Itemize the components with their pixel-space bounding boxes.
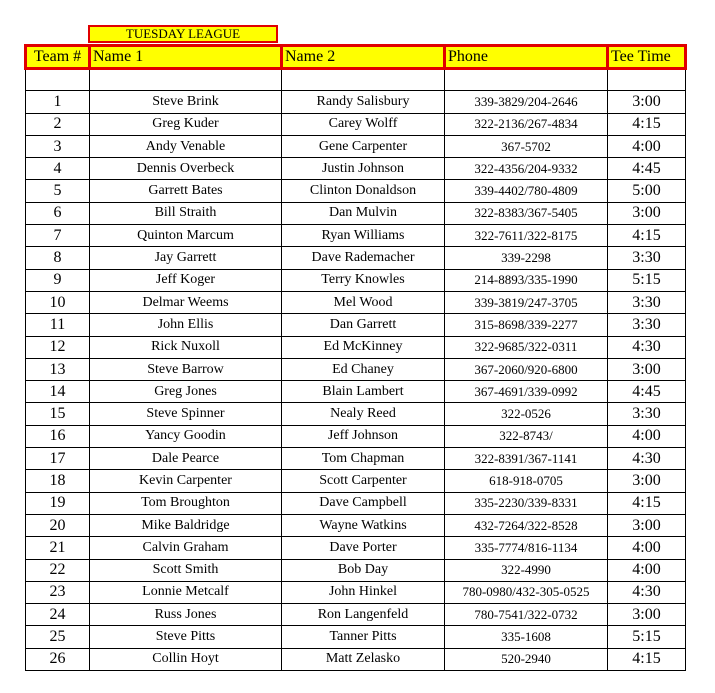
phone-cell: 367-2060/920-6800 <box>445 358 608 380</box>
table-row <box>26 626 686 648</box>
name1-cell: Rick Nuxoll <box>90 336 282 358</box>
name2-cell: Ed Chaney <box>282 358 445 380</box>
team-number-cell: 12 <box>26 336 90 358</box>
name1-cell: Tom Broughton <box>90 492 282 514</box>
phone-cell: 335-2230/339-8331 <box>445 492 608 514</box>
phone-cell: 322-9685/322-0311 <box>445 336 608 358</box>
name2-cell: Bob Day <box>282 559 445 581</box>
name1-cell: Delmar Weems <box>90 291 282 313</box>
table-row <box>26 514 686 536</box>
name2-cell: Carey Wolff <box>282 113 445 135</box>
team-number-cell: 16 <box>26 425 90 447</box>
name1-cell: Jeff Koger <box>90 269 282 291</box>
phone-cell: 322-8743/ <box>445 425 608 447</box>
table-row <box>26 291 686 313</box>
table-row <box>26 604 686 626</box>
name2-cell: Ryan Williams <box>282 225 445 247</box>
team-number-cell: 8 <box>26 247 90 269</box>
team-number-cell: 23 <box>26 581 90 603</box>
name2-cell: Dan Mulvin <box>282 202 445 224</box>
table-row <box>26 202 686 224</box>
team-number-cell: 21 <box>26 537 90 559</box>
table-row <box>26 180 686 202</box>
team-number-cell: 1 <box>26 91 90 113</box>
tee-time-cell: 4:30 <box>608 336 686 358</box>
table-row <box>26 113 686 135</box>
name1-cell: Dale Pearce <box>90 448 282 470</box>
team-number-cell: 6 <box>26 202 90 224</box>
table-row <box>26 381 686 403</box>
name1-cell: Jay Garrett <box>90 247 282 269</box>
table-row <box>26 648 686 670</box>
team-number-cell: 9 <box>26 269 90 291</box>
tee-time-cell: 4:30 <box>608 448 686 470</box>
table-row <box>26 581 686 603</box>
name1-cell: Quinton Marcum <box>90 225 282 247</box>
name2-cell: Ron Langenfeld <box>282 604 445 626</box>
phone-cell: 335-1608 <box>445 626 608 648</box>
team-number-cell: 19 <box>26 492 90 514</box>
tee-time-cell: 3:30 <box>608 291 686 313</box>
phone-cell: 339-4402/780-4809 <box>445 180 608 202</box>
header-tee-time: Tee Time <box>608 46 686 69</box>
name2-cell: Jeff Johnson <box>282 425 445 447</box>
league-title: TUESDAY LEAGUE <box>88 25 278 43</box>
team-number-cell: 7 <box>26 225 90 247</box>
tee-time-cell: 3:30 <box>608 314 686 336</box>
name2-cell: Gene Carpenter <box>282 135 445 157</box>
tee-time-cell: 3:00 <box>608 358 686 380</box>
name2-cell: Wayne Watkins <box>282 514 445 536</box>
name2-cell: John Hinkel <box>282 581 445 603</box>
tee-time-cell: 3:30 <box>608 403 686 425</box>
phone-cell: 367-4691/339-0992 <box>445 381 608 403</box>
tee-time-cell: 3:00 <box>608 202 686 224</box>
team-number-cell: 24 <box>26 604 90 626</box>
phone-cell: 339-3829/204-2646 <box>445 91 608 113</box>
name1-cell: Steve Brink <box>90 91 282 113</box>
name2-cell: Nealy Reed <box>282 403 445 425</box>
tee-time-cell: 4:15 <box>608 648 686 670</box>
name2-cell: Tanner Pitts <box>282 626 445 648</box>
name1-cell: Calvin Graham <box>90 537 282 559</box>
phone-cell: 618-918-0705 <box>445 470 608 492</box>
header-name1: Name 1 <box>90 46 282 69</box>
name1-cell: Lonnie Metcalf <box>90 581 282 603</box>
phone-cell: 315-8698/339-2277 <box>445 314 608 336</box>
table-row <box>26 358 686 380</box>
table-row <box>26 314 686 336</box>
tee-time-cell: 5:00 <box>608 180 686 202</box>
phone-cell: 322-4990 <box>445 559 608 581</box>
phone-cell: 367-5702 <box>445 135 608 157</box>
name1-cell: Collin Hoyt <box>90 648 282 670</box>
name2-cell: Mel Wood <box>282 291 445 313</box>
header-name2: Name 2 <box>282 46 445 69</box>
table-row <box>26 336 686 358</box>
tee-time-cell: 3:00 <box>608 470 686 492</box>
tee-time-cell: 3:00 <box>608 604 686 626</box>
phone-cell: 335-7774/816-1134 <box>445 537 608 559</box>
name2-cell: Terry Knowles <box>282 269 445 291</box>
tee-time-cell: 4:15 <box>608 225 686 247</box>
name1-cell: Bill Straith <box>90 202 282 224</box>
name1-cell: Kevin Carpenter <box>90 470 282 492</box>
tee-time-cell: 4:00 <box>608 425 686 447</box>
tee-time-cell: 4:00 <box>608 559 686 581</box>
tee-time-cell: 4:30 <box>608 581 686 603</box>
name1-cell: Steve Pitts <box>90 626 282 648</box>
name1-cell: Greg Kuder <box>90 113 282 135</box>
tee-time-cell: 4:00 <box>608 135 686 157</box>
name1-cell: John Ellis <box>90 314 282 336</box>
team-number-cell: 5 <box>26 180 90 202</box>
name1-cell: Garrett Bates <box>90 180 282 202</box>
table-row <box>26 225 686 247</box>
name2-cell: Blain Lambert <box>282 381 445 403</box>
team-number-cell: 14 <box>26 381 90 403</box>
table-row <box>26 492 686 514</box>
tee-time-cell: 3:30 <box>608 247 686 269</box>
team-number-cell: 4 <box>26 158 90 180</box>
roster-table <box>24 44 687 671</box>
name1-cell: Yancy Goodin <box>90 425 282 447</box>
phone-cell: 322-0526 <box>445 403 608 425</box>
team-number-cell: 15 <box>26 403 90 425</box>
name2-cell: Clinton Donaldson <box>282 180 445 202</box>
header-team: Team # <box>26 46 90 69</box>
name2-cell: Dan Garrett <box>282 314 445 336</box>
team-number-cell: 22 <box>26 559 90 581</box>
tee-time-cell: 3:00 <box>608 514 686 536</box>
phone-cell: 322-2136/267-4834 <box>445 113 608 135</box>
name2-cell: Matt Zelasko <box>282 648 445 670</box>
table-row <box>26 403 686 425</box>
phone-cell: 322-4356/204-9332 <box>445 158 608 180</box>
phone-cell: 432-7264/322-8528 <box>445 514 608 536</box>
table-row <box>26 537 686 559</box>
phone-cell: 339-2298 <box>445 247 608 269</box>
phone-cell: 780-7541/322-0732 <box>445 604 608 626</box>
team-number-cell: 13 <box>26 358 90 380</box>
tee-time-cell: 4:15 <box>608 492 686 514</box>
table-row <box>26 559 686 581</box>
team-number-cell: 20 <box>26 514 90 536</box>
team-number-cell: 17 <box>26 448 90 470</box>
tee-time-cell: 5:15 <box>608 269 686 291</box>
tee-time-cell: 3:00 <box>608 91 686 113</box>
header-phone: Phone <box>445 46 608 69</box>
phone-cell: 322-8383/367-5405 <box>445 202 608 224</box>
name1-cell: Dennis Overbeck <box>90 158 282 180</box>
name1-cell: Andy Venable <box>90 135 282 157</box>
phone-cell: 322-8391/367-1141 <box>445 448 608 470</box>
team-number-cell: 18 <box>26 470 90 492</box>
name1-cell: Steve Barrow <box>90 358 282 380</box>
name1-cell: Mike Baldridge <box>90 514 282 536</box>
name1-cell: Greg Jones <box>90 381 282 403</box>
header-row <box>26 46 686 69</box>
name2-cell: Scott Carpenter <box>282 470 445 492</box>
table-row <box>26 448 686 470</box>
phone-cell: 214-8893/335-1990 <box>445 269 608 291</box>
table-row <box>26 269 686 291</box>
tee-time-cell: 4:45 <box>608 381 686 403</box>
name1-cell: Russ Jones <box>90 604 282 626</box>
team-number-cell: 2 <box>26 113 90 135</box>
team-number-cell: 26 <box>26 648 90 670</box>
table-row <box>26 247 686 269</box>
table-row <box>26 91 686 113</box>
table-row <box>26 470 686 492</box>
tee-time-cell: 5:15 <box>608 626 686 648</box>
tee-time-cell: 4:15 <box>608 113 686 135</box>
table-row <box>26 425 686 447</box>
name1-cell: Scott Smith <box>90 559 282 581</box>
name2-cell: Justin Johnson <box>282 158 445 180</box>
name2-cell: Dave Campbell <box>282 492 445 514</box>
tee-time-cell: 4:00 <box>608 537 686 559</box>
name2-cell: Dave Porter <box>282 537 445 559</box>
phone-cell: 322-7611/322-8175 <box>445 225 608 247</box>
name2-cell: Tom Chapman <box>282 448 445 470</box>
table-row <box>26 158 686 180</box>
name2-cell: Randy Salisbury <box>282 91 445 113</box>
name1-cell: Steve Spinner <box>90 403 282 425</box>
phone-cell: 780-0980/432-305-0525 <box>445 581 608 603</box>
phone-cell: 520-2940 <box>445 648 608 670</box>
phone-cell: 339-3819/247-3705 <box>445 291 608 313</box>
team-number-cell: 25 <box>26 626 90 648</box>
team-number-cell: 3 <box>26 135 90 157</box>
tee-time-cell: 4:45 <box>608 158 686 180</box>
name2-cell: Dave Rademacher <box>282 247 445 269</box>
table-row <box>26 135 686 157</box>
team-number-cell: 10 <box>26 291 90 313</box>
name2-cell: Ed McKinney <box>282 336 445 358</box>
team-number-cell: 11 <box>26 314 90 336</box>
